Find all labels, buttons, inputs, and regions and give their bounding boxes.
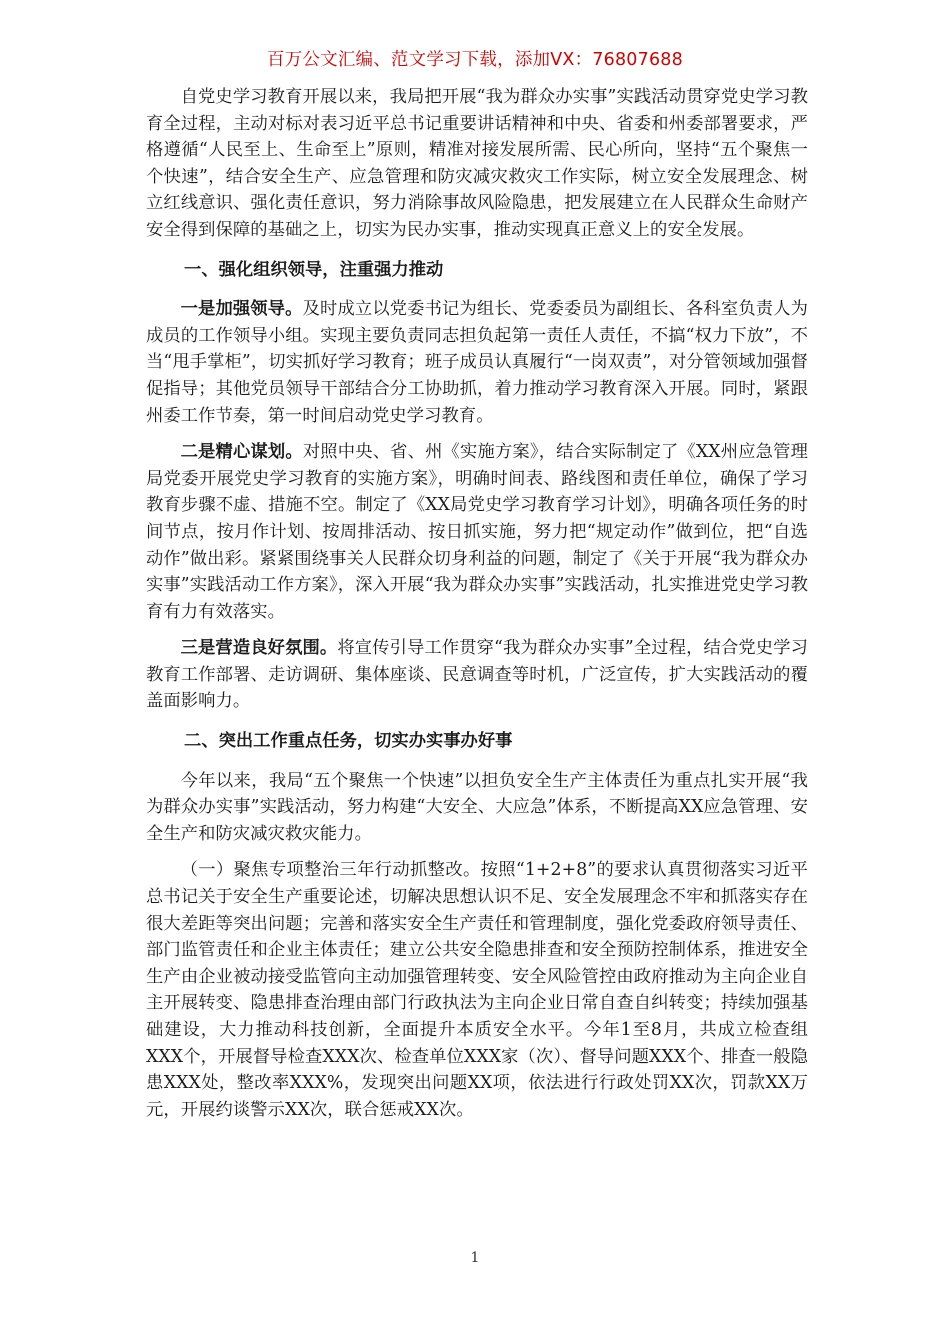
paragraph-lead: 二是精心谋划。 xyxy=(180,442,303,463)
section-1-heading: 一、强化组织领导，注重强力推动 xyxy=(184,259,444,280)
paragraph-text: 及时成立以党委书记为组长、党委委员为副组长、各科室负责人为成员的工作领导小组。实现主要负责同志担负起第一责任人责任，不搞“权力下放”，不当“甩手掌柜”，切实抓好学习教育；班子成员认真履行“一岗双责”，对分管领域加强督促指导；其他党员领导干部结合分工协助抓，着力推动学习教育深入开展。同时，紧跟州委工作节奏，第一时间启动党史学习教育。 xyxy=(146,299,809,426)
document-body xyxy=(146,84,808,1123)
paragraph-strengthen-leadership xyxy=(146,296,808,429)
paragraph-text: 对照中央、省、州《实施方案》，结合实际制定了《XX州应急管理局党委开展党史学习教育的实施方案》，明确时间表、路线图和责任单位，确保了学习教育步骤不虚、措施不空。制定了《XX局党史学习教育学习计划》，明确各项任务的时间节点，按月作计划、按周排活动、按日抓实施，努力把“规定动作”做到位，把“自选动作”做出彩。紧紧围绕事关人民群众切身利益的问题，制定了《关于开展“我为群众办实事”实践活动工作方案》，深入开展“我为群众办实事”实践活动，扎实推进党史学习教育有力有效落实。 xyxy=(146,442,808,622)
paragraph-lead: 三是营造良好氛围。 xyxy=(180,638,338,659)
paragraph-special-rectification: （一）聚焦专项整治三年行动抓整改。按照“1+2+8”的要求认真贯彻落实习近平总书记关于安全生产重要论述，切解决思想认识不足、安全发展理念不牢和抓落实存在很大差距等突出问题；完善和落实安全生产责任和管理制度，强化党委政府领导责任、部门监管责任和企业主体责任；建立公共安全隐患排查和安全预防控制体系，推进安全生产由企业被动接受监管向主动加强管理转变、安全风险管控由政府推动为主向企业自主开展转变、隐患排查治理由部门行政执法为主向企业日常自查自纠转变；持续加强基础建设，大力推动科技创新，全面提升本质安全水平。今年1至8月，共成立检查组XXX个，开展督导检查XXX次、检查单位XXX家（次）、督导问题XXX个、排查一般隐患XXX处，整改率XXX%，发现突出问题XX项，依法进行行政处罚XX次，罚款XX万元，开展约谈警示XX次，联合惩戒XX次。 xyxy=(146,860,808,1120)
paragraph-lead: 一是加强领导。 xyxy=(180,299,303,320)
paragraph-careful-planning xyxy=(146,439,808,625)
intro-paragraph: 自党史学习教育开展以来，我局把开展“我为群众办实事”实践活动贯穿党史学习教育全过程，主动对标对表习近平总书记重要讲话精神和中央、省委和州委部署要求，严格遵循“人民至上、生命至上”原则，精准对接发展所需、民心所向，坚持“五个聚焦一个快速”，结合安全生产、应急管理和防灾减灾救灾工作实际，树立安全发展理念、树立红线意识、强化责任意识，努力消除事故风险隐患，把发展建立在人民群众生命财产安全得到保障的基础之上，切实为民办实事，推动实现真正意义上的安全发展。 xyxy=(146,87,808,240)
paragraph-text: 将宣传引导工作贯穿“我为群众办实事”全过程，结合党史学习教育工作部署、走访调研、集体座谈、民意调查等时机，广泛宣传，扩大实践活动的覆盖面影响力。 xyxy=(146,638,808,712)
page-number: 1 xyxy=(470,1250,480,1266)
paragraph-atmosphere xyxy=(146,635,808,715)
section-2-heading: 二、突出工作重点任务，切实办实事办好事 xyxy=(184,731,513,752)
paragraph-this-year: 今年以来，我局“五个聚焦一个快速”以担负安全生产主体责任为重点扎实开展“我为群众办实事”实践活动，努力构建“大安全、大应急”体系，不断提高XX应急管理、安全生产和防灾减灾救灾能力。 xyxy=(146,770,808,844)
page-header-banner: 百万公文汇编、范文学习下载，添加VX：76807688 xyxy=(267,50,683,70)
